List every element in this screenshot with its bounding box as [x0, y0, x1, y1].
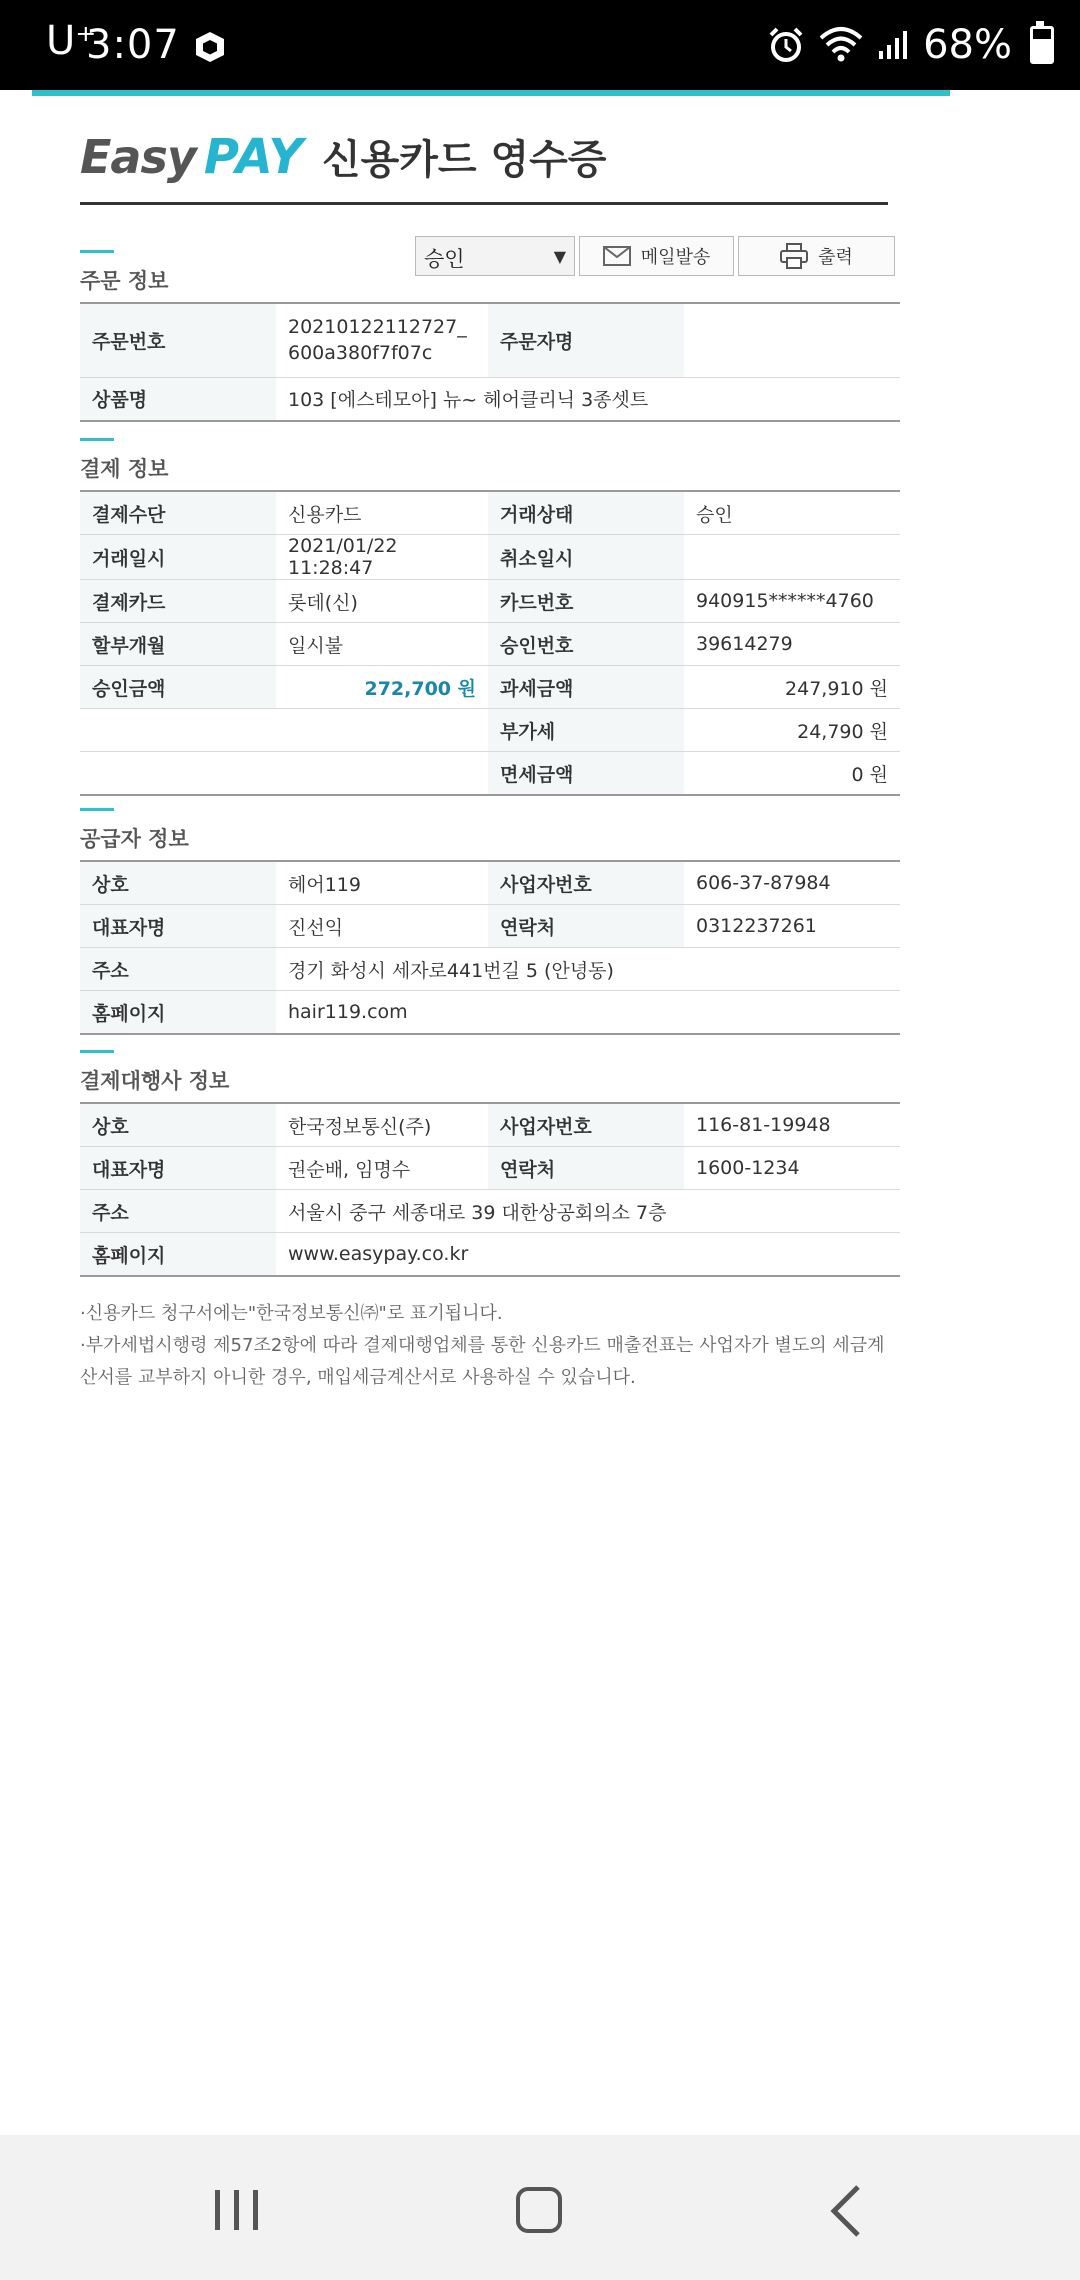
agency-phone-value: 1600-1234: [684, 1147, 900, 1190]
section-title: 결제 정보: [80, 457, 169, 481]
logo-pay-text: PAY: [203, 129, 305, 185]
print-button[interactable]: [738, 236, 895, 276]
agency-bizno-value: 116-81-19948: [684, 1103, 900, 1147]
table-row: [80, 303, 900, 377]
mail-icon: [603, 246, 631, 266]
header-divider: [80, 202, 888, 205]
printer-icon: [780, 243, 808, 269]
chevron-down-icon: ▼: [553, 247, 566, 266]
section-accent: [80, 1050, 114, 1053]
navigation-bar: [0, 2135, 1080, 2280]
battery-percentage: 68%: [923, 22, 1012, 68]
print-label: 출력: [818, 247, 853, 268]
clock: 3:07: [86, 22, 180, 68]
receipt-notes: [80, 1298, 900, 1394]
taxable-amount-label: 과세금액: [488, 666, 684, 709]
table-row: [80, 666, 900, 709]
approval-number-value: 39614279: [684, 623, 900, 666]
carrier-label: U⁺: [46, 18, 97, 64]
status-bar: [0, 0, 1080, 90]
status-select[interactable]: [415, 236, 575, 276]
send-mail-label: 메일발송: [640, 247, 711, 268]
agency-name-label: 상호: [80, 1103, 276, 1147]
section-accent: [80, 808, 114, 811]
table-row: [80, 709, 900, 752]
taxable-amount-value: 247,910 원: [684, 666, 900, 709]
supplier-phone-label: 연락처: [488, 905, 684, 948]
transaction-status-value: 승인: [684, 491, 900, 535]
top-accent-bar: [32, 90, 950, 96]
agency-homepage-label: 홈페이지: [80, 1233, 276, 1277]
supplier-info-table: [80, 860, 900, 1035]
installment-label: 할부개월: [80, 623, 276, 666]
agency-phone-label: 연락처: [488, 1147, 684, 1190]
section-title: 공급자 정보: [80, 827, 189, 851]
table-row: [80, 948, 900, 991]
table-row: [80, 623, 900, 666]
installment-value: 일시불: [276, 623, 488, 666]
transaction-status-label: 거래상태: [488, 491, 684, 535]
orderer-value: [684, 303, 900, 377]
orderer-label: 주문자명: [488, 303, 684, 377]
table-row: [80, 1147, 900, 1190]
supplier-ceo-label: 대표자명: [80, 905, 276, 948]
exempt-amount-value: 0 원: [684, 752, 900, 796]
agency-address-value: 서울시 중구 세종대로 39 대한상공회의소 7층: [276, 1190, 900, 1233]
supplier-name-label: 상호: [80, 861, 276, 905]
agency-info-table: [80, 1102, 900, 1277]
section-accent: [80, 250, 114, 253]
card-number-value: 940915******4760: [684, 580, 900, 623]
empty-cell: [80, 709, 276, 752]
easypay-logo: [80, 128, 606, 184]
vat-label: 부가세: [488, 709, 684, 752]
supplier-bizno-label: 사업자번호: [488, 861, 684, 905]
cancel-date-value: [684, 535, 900, 580]
table-row: [80, 1103, 900, 1147]
table-row: [80, 905, 900, 948]
card-value: 롯데(신): [276, 580, 488, 623]
section-heading-payment: [80, 438, 168, 483]
page-title: 신용카드 영수증: [322, 137, 607, 183]
table-row: [80, 1190, 900, 1233]
battery-fill: [1033, 39, 1051, 61]
transaction-date-label: 거래일시: [80, 535, 276, 580]
table-row: [80, 491, 900, 535]
table-row: [80, 991, 900, 1035]
table-row: [80, 377, 900, 421]
receipt-controls: [415, 236, 895, 276]
payment-info-table: [80, 490, 900, 796]
product-label: 상품명: [80, 377, 276, 421]
cube-notification-icon: [193, 30, 227, 64]
approved-amount-label: 승인금액: [80, 666, 276, 709]
payment-method-label: 결제수단: [80, 491, 276, 535]
agency-bizno-label: 사업자번호: [488, 1103, 684, 1147]
agency-address-label: 주소: [80, 1190, 276, 1233]
order-no-text: 20210122112727_600a380f7f07c: [288, 316, 467, 365]
recent-apps-icon[interactable]: [213, 2190, 261, 2230]
payment-method-value: 신용카드: [276, 491, 488, 535]
agency-ceo-label: 대표자명: [80, 1147, 276, 1190]
table-row: [80, 1233, 900, 1277]
table-row: [80, 580, 900, 623]
supplier-homepage-value: hair119.com: [276, 991, 900, 1035]
order-no-label: 주문번호: [80, 303, 276, 377]
logo-easy-text: Easy: [80, 130, 196, 184]
battery-icon: [1030, 26, 1054, 64]
card-label: 결제카드: [80, 580, 276, 623]
supplier-homepage-label: 홈페이지: [80, 991, 276, 1035]
transaction-date-value: 2021/01/22 11:28:47: [276, 535, 488, 580]
supplier-address-label: 주소: [80, 948, 276, 991]
table-row: [80, 861, 900, 905]
product-value: 103 [에스테모아] 뉴~ 헤어클리닉 3종셋트: [276, 377, 900, 421]
agency-ceo-value: 권순배, 임명수: [276, 1147, 488, 1190]
supplier-ceo-value: 진선익: [276, 905, 488, 948]
vat-value: 24,790 원: [684, 709, 900, 752]
alarm-icon: [767, 26, 805, 64]
approved-amount-value: 272,700 원: [276, 666, 488, 709]
wifi-icon: [819, 26, 863, 64]
empty-cell: [276, 709, 488, 752]
cancel-date-label: 취소일시: [488, 535, 684, 580]
signal-icon: [877, 29, 909, 61]
exempt-amount-label: 면세금액: [488, 752, 684, 796]
supplier-address-value: 경기 화성시 세자로441번길 5 (안녕동): [276, 948, 900, 991]
section-heading-agency: [80, 1050, 229, 1095]
section-heading-order: [80, 250, 168, 295]
approval-number-label: 승인번호: [488, 623, 684, 666]
status-select-value: 승인: [424, 247, 465, 271]
empty-cell: [276, 752, 488, 796]
card-number-label: 카드번호: [488, 580, 684, 623]
status-icons: [767, 22, 1054, 68]
send-mail-button[interactable]: [579, 236, 734, 276]
table-row: [80, 535, 900, 580]
empty-cell: [80, 752, 276, 796]
supplier-bizno-value: 606-37-87984: [684, 861, 900, 905]
section-title: 주문 정보: [80, 269, 169, 293]
agency-homepage-value: www.easypay.co.kr: [276, 1233, 900, 1277]
note-line: ·신용카드 청구서에는"한국정보통신㈜"로 표기됩니다.: [80, 1303, 503, 1324]
agency-name-value: 한국정보통신(주): [276, 1103, 488, 1147]
order-info-table: [80, 302, 900, 422]
table-row: [80, 752, 900, 796]
back-icon[interactable]: [826, 2183, 866, 2239]
section-accent: [80, 438, 114, 441]
section-title: 결제대행사 정보: [80, 1069, 230, 1093]
section-heading-supplier: [80, 808, 189, 853]
order-no-value: [276, 303, 488, 377]
supplier-name-value: 헤어119: [276, 861, 488, 905]
supplier-phone-value: 0312237261: [684, 905, 900, 948]
home-button[interactable]: [516, 2187, 562, 2233]
note-line: ·부가세법시행령 제57조2항에 따라 결제대행업체를 통한 신용카드 매출전표는 사업자가 별도의 세금계산서를 교부하지 아니한 경우, 매입세금계산서로 사용하실 수 있습니다.: [80, 1335, 885, 1388]
